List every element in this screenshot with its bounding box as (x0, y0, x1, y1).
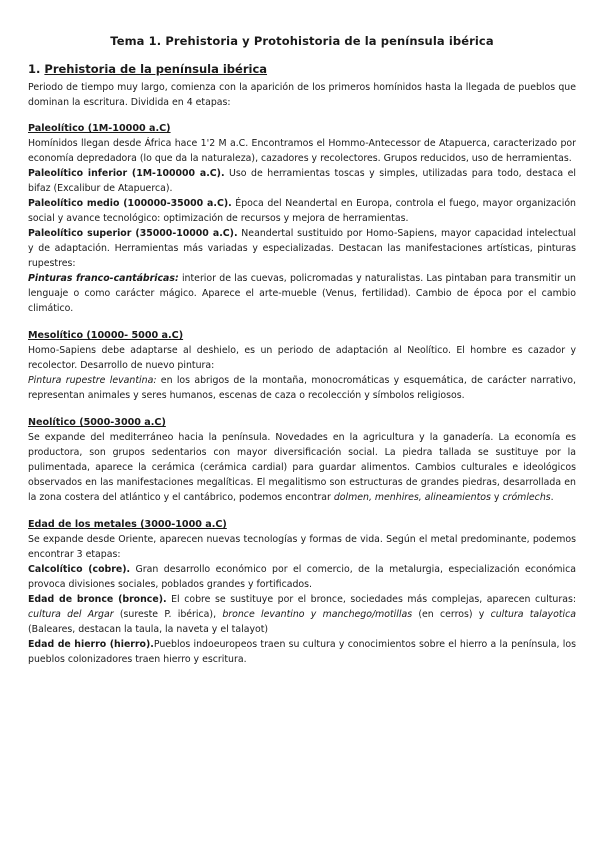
talayotica-term: cultura talayotica (490, 609, 576, 620)
levantina-label: Pintura rupestre levantina: (28, 375, 157, 386)
intro-paragraph: Periodo de tiempo muy largo, comienza con la aparición de los primeros homínidos hasta la llegada de pueblos que dominan la escritura. Dividida en 4 etapas: (28, 82, 576, 108)
pinturas-label: Pinturas franco-cantábricas: (28, 273, 179, 284)
pinturas-text: interior de las cuevas, policromadas y naturalistas. Las pintaban para transmitir un lenguaje o como carácter mágico. Aparece el arte-mueble (Venus, fertilidad). Cambio de época por el cambio climático. (28, 273, 576, 314)
calcolitico-text: Gran desarrollo económico por el comercio, de la metalurgia, especialización económica provoca divisiones sociales, poblados grandes y fortificados. (28, 564, 576, 590)
paleolitico-superior-label: Paleolítico superior (35000-10000 a.C). (28, 228, 238, 239)
neolitico-end: . (550, 492, 554, 503)
paleolitico-inferior-paragraph (28, 166, 576, 196)
metales-paragraph: Se expande desde Oriente, aparecen nuevas tecnologías y formas de vida. Según el metal predominante, podemos encontrar 3 etapas: (28, 534, 576, 560)
neolitico-conj: y (490, 492, 503, 503)
paleolitico-medio-paragraph (28, 196, 576, 226)
argar-term: cultura del Argar (28, 609, 114, 620)
calcolitico-paragraph (28, 562, 576, 592)
bronce-text-2: (sureste P. ibérica), (113, 609, 223, 620)
bronce-label: Edad de bronce (bronce). (28, 594, 167, 605)
neolitico-paragraph (28, 430, 576, 505)
neolitico-text: Se expande del mediterráneo hacia la península. Novedades en la agricultura y la ganadería. La economía es productora, son grupos sedentarios con mayor diversificación social. La piedra tallada se sustituye por la pulimentada, aparece la cerámica (cerámica cardial) para guardar alimentos. Cambios culturales e ideológicos observados en las manifestaciones megalíticas. El megalitismo son estructuras de grandes piedras, desarrollada en la zona costera del atlántico y el cantábrico, podemos encontrar (28, 432, 576, 503)
levantina-paragraph (28, 373, 576, 403)
levantina-text: en los abrigos de la montaña, monocromáticas y esquemática, de carácter narrativo, representan animales y seres humanos, escenas de caza o recolección y símbolos religiosos. (28, 375, 577, 401)
bronce-text-1: El cobre se sustituye por el bronce, sociedades más complejas, aparecen culturas: (166, 594, 577, 605)
paleolitico-paragraph: Homínidos llegan desde África hace 1'2 M a.C. Encontramos el Hommo-Antecessor de Atapuerca, caracterizado por economía depredadora (lo que da la naturaleza), cazadores y recolectores. Grupos reducidos, uso de herramientas. (28, 138, 576, 164)
paleolitico-inferior-label: Paleolítico inferior (1M-100000 a.C). (28, 168, 225, 179)
levantino-term: bronce levantino y manchego/motillas (222, 609, 413, 620)
pinturas-paragraph (28, 271, 576, 316)
section-heading (28, 62, 576, 76)
metales-heading: Edad de los metales (3000-1000 a.C) (28, 519, 227, 530)
paleolitico-superior-text: Neandertal sustituido por Homo-Sapiens, mayor capacidad intelectual y de adaptación. Herramientas más variadas y especializadas. Destacan las manifestaciones artísticas, pinturas rupestres: (28, 228, 576, 269)
mesolitico-paragraph: Homo-Sapiens debe adaptarse al deshielo, es un periodo de adaptación al Neolítico. El hombre es cazador y recolector. Desarrollo de nuevo pintura: (28, 345, 576, 371)
paleolitico-medio-label: Paleolítico medio (100000-35000 a.C). (28, 198, 232, 209)
bronce-text-4: (Baleares, destacan la taula, la naveta y el talayot) (28, 624, 269, 635)
document-title: Tema 1. Prehistoria y Protohistoria de la península ibérica (110, 34, 494, 48)
metales-section (28, 517, 576, 667)
bronce-paragraph (28, 592, 576, 637)
mesolitico-heading: Mesolítico (10000- 5000 a.C) (28, 330, 184, 341)
paleolitico-superior-paragraph (28, 226, 576, 271)
neolitico-section (28, 415, 576, 505)
paleolitico-section (28, 121, 576, 316)
paleolitico-medio-text: Época del Neandertal en Europa, controla el fuego, mayor organización social y avance tecnológico: optimización de recursos y mejora de herramientas. (28, 198, 576, 224)
bronce-text-3: (en cerros) y (412, 609, 491, 620)
cromlechs-term: crómlechs (502, 492, 551, 503)
mesolitico-section (28, 328, 576, 403)
neolitico-heading: Neolítico (5000-3000 a.C) (28, 417, 166, 428)
calcolitico-label: Calcolítico (cobre). (28, 564, 131, 575)
hierro-paragraph (28, 637, 576, 667)
hierro-text: Pueblos indoeuropeos traen su cultura y conocimientos sobre el hierro a la península, los pueblos colonizadores traen hierro y escritura. (28, 639, 576, 665)
section-number: 1. (28, 62, 41, 76)
paleolitico-inferior-text: Uso de herramientas toscas y simples, utilizadas para todo, destaca el bifaz (Excalibur de Atapuerca). (28, 168, 576, 194)
megalith-types: dolmen, menhires, alineamientos (333, 492, 491, 503)
paleolitico-heading: Paleolítico (1M-10000 a.C) (28, 123, 171, 134)
hierro-label: Edad de hierro (hierro). (28, 639, 154, 650)
section-title: Prehistoria de la península ibérica (44, 62, 268, 76)
